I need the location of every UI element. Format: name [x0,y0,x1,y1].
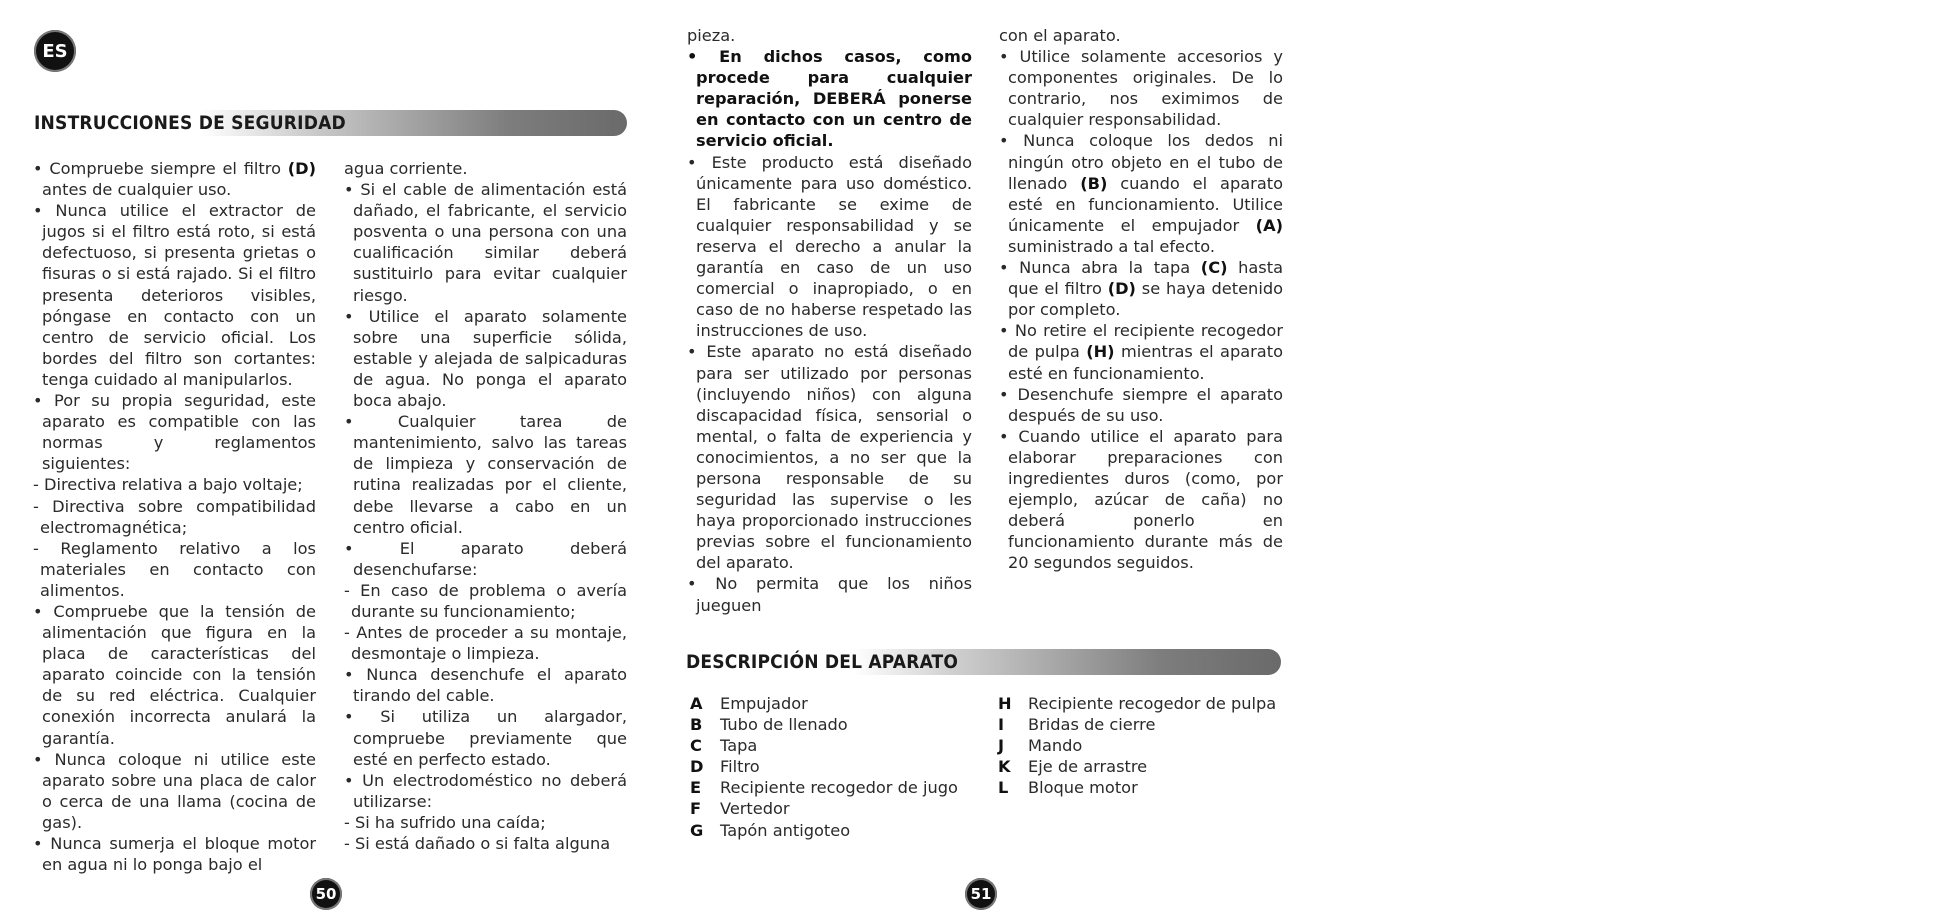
part-row: J Mando [998,736,1083,756]
safety-subitem: - En caso de problema o avería durante su funcionamiento; [344,580,627,621]
safety-item-continued: agua corriente. [344,159,468,178]
part-row: K Eje de arrastre [998,757,1148,777]
safety-column-2 [344,158,627,854]
page-number-left: 50 [310,878,342,910]
part-row: L Bloque motor [998,778,1138,798]
safety-item: • No permita que los niños jueguen [687,574,972,615]
safety-item: • Este producto está diseñado únicamente para uso doméstico. El fabricante se exime de cualquier responsabilidad y se reserva el derecho a anular la garantía en caso de un uso comercial o inapropiado, o en caso de no haberse respetado las instrucciones de uso. [687,152,972,341]
safety-item: • Nunca coloque los dedos ni ningún otro objeto en el tubo de llenado (B) cuando el aparato esté en funcionamiento. Utilice únicamente el empujador (A) suministrado a tal efecto. [999,131,1283,256]
safety-column-4 [999,25,1283,573]
part-row: G Tapón antigoteo [690,820,851,840]
part-row: B Tubo de llenado [690,715,848,735]
part-row: E Recipiente recogedor de jugo [690,778,958,798]
language-badge: ES [34,30,76,72]
safety-item: • Por su propia seguridad, este aparato es compatible con las normas y reglamentos siguientes: [33,391,316,474]
part-row: D Filtro [690,757,760,777]
part-row: C Tapa [690,736,758,756]
safety-item-continued: pieza. [687,26,736,45]
safety-item: • Un electrodoméstico no deberá utilizarse: [344,770,627,811]
safety-item: • Nunca coloque ni utilice este aparato sobre una placa de calor o cerca de una llama (cocina de gas). [33,749,316,832]
parts-list-right [998,693,1288,798]
safety-item: • Nunca abra la tapa (C) hasta que el filtro (D) se haya detenido por completo. [999,258,1283,320]
safety-item: • El aparato deberá desenchufarse: [344,538,627,579]
safety-item-bold: • En dichos casos, como procede para cualquier reparación, DEBERÁ ponerse en contacto con un centro de servicio oficial. [687,47,972,151]
safety-subitem: - Si ha sufrido una caída; [344,812,546,832]
safety-item: • Compruebe que la tensión de alimentación que figura en la placa de características del aparato coincide con la tensión de su red eléctrica. Cualquier conexión incorrecta anulará la garantía. [33,601,316,748]
safety-item: • No retire el recipiente recogedor de pulpa (H) mientras el aparato esté en funcionamiento. [999,321,1283,383]
safety-item: • Utilice el aparato solamente sobre una superficie sólida, estable y alejada de salpicaduras de agua. No ponga el aparato boca abajo. [344,306,627,411]
safety-column-3 [687,25,972,616]
description-heading [686,649,1281,675]
safety-column-1 [33,158,316,875]
safety-item: • Compruebe siempre el filtro (D) antes de cualquier uso. [33,159,316,200]
safety-item: • Cuando utilice el aparato para elaborar preparaciones con ingredientes duros (como, por ejemplo, azúcar de caña) no deberá ponerlo en funcionamiento durante más de 20 segundos seguidos. [999,426,1283,573]
safety-item: • Este aparato no está diseñado para ser utilizado por personas (incluyendo niños) con alguna discapacidad física, sensorial o mental, o falta de experiencia y conocimientos, a no ser que la persona responsable de su seguridad las supervise o les haya proporcionado instrucciones previas sobre el funcionamiento del aparato. [687,342,972,573]
safety-subitem: - Antes de proceder a su montaje, desmontaje o limpieza. [344,623,627,664]
safety-subitem: - Reglamento relativo a los materiales en contacto con alimentos. [33,538,316,600]
safety-item: • Si el cable de alimentación está dañado, el fabricante, el servicio posventa o una persona con una cualificación similar deberá sustituirlo para evitar cualquier riesgo. [344,180,627,305]
safety-item: • Nunca desenchufe el aparato tirando del cable. [344,665,627,706]
safety-subitem: - Si está dañado o si falta alguna [344,834,611,853]
parts-list-left [690,693,980,841]
safety-item: • Desenchufe siempre el aparato después de su uso. [999,384,1283,425]
safety-item: • Nunca sumerja el bloque motor en agua ni lo ponga bajo el [33,834,316,875]
safety-item: • Cualquier tarea de mantenimiento, salvo las tareas de limpieza y conservación de rutina realizadas por el cliente, debe llevarse a cabo en un centro oficial. [344,412,627,537]
safety-subitem: - Directiva relativa a bajo voltaje; [33,475,303,495]
safety-item-continued: con el aparato. [999,26,1121,45]
safety-subitem: - Directiva sobre compatibilidad electromagnética; [33,496,316,537]
safety-heading [34,110,627,136]
part-row: A Empujador [690,694,808,713]
page-number-right: 51 [965,878,997,910]
part-row: I Bridas de cierre [998,715,1156,735]
part-row: H Recipiente recogedor de pulpa [998,694,1277,713]
part-row: F Vertedor [690,799,790,819]
safety-item: • Nunca utilice el extractor de jugos si el filtro está roto, si está defectuoso, si presenta grietas o fisuras o si está rajado. Si el filtro presenta deterioros visibles, póngase en contacto con un centro de servicio oficial. Los bordes del filtro son cortantes: tenga cuidado al manipularlos. [33,201,316,389]
safety-item: • Si utiliza un alargador, compruebe previamente que esté en perfecto estado. [344,707,627,769]
safety-title: INSTRUCCIONES DE SEGURIDAD [34,112,346,134]
safety-item: • Utilice solamente accesorios y componentes originales. De lo contrario, nos eximimos de cualquier responsabilidad. [999,47,1283,130]
description-title: DESCRIPCIÓN DEL APARATO [686,651,959,673]
